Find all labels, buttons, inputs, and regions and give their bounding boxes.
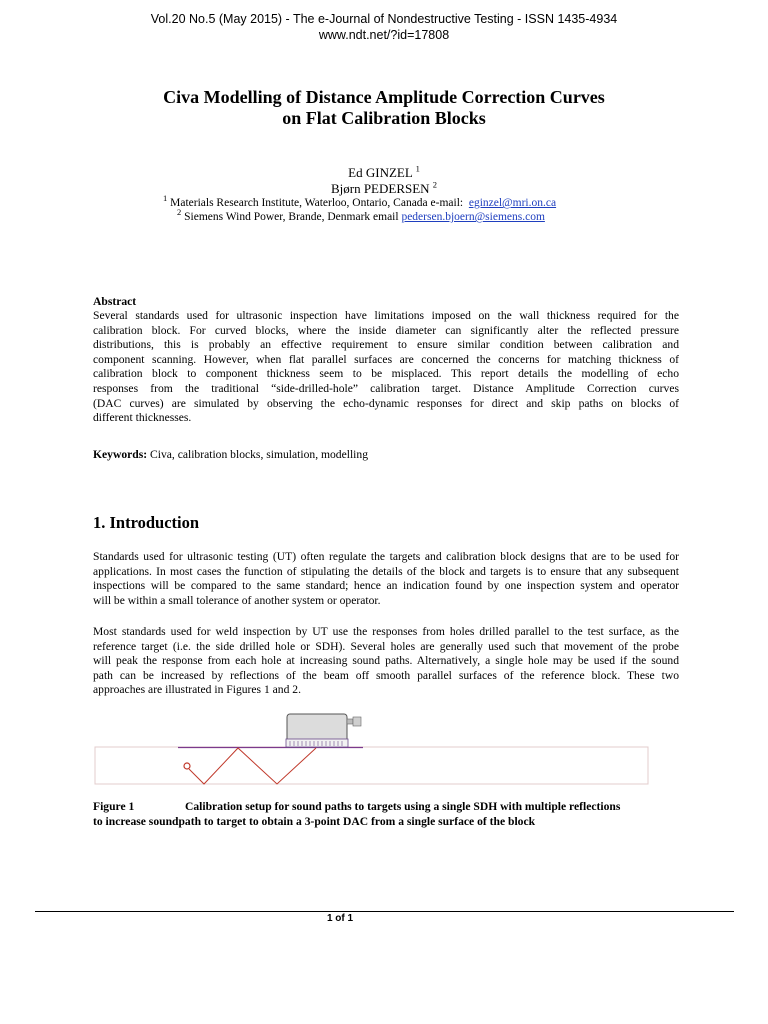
abstract-line: (DAC curves) are simulated by observing the echo-dynamic responses for direct and skip paths on blocks of xyxy=(93,396,679,410)
abstract-line: Several standards used for ultrasonic inspection have limitations imposed on the wall thickness required for the xyxy=(93,309,679,322)
journal-header-url[interactable]: www.ndt.net/?id=17808 xyxy=(318,28,450,42)
intro-p1-line: inspections will be compared to the same standard; hence an indication found by one inspection system and operator xyxy=(93,579,679,593)
intro-p1-line: will be within a small tolerance of another system or operator. xyxy=(93,593,381,607)
section-heading-introduction: 1. Introduction xyxy=(93,513,200,532)
keywords-label: Keywords: xyxy=(93,448,148,461)
author-2-sup: 2 xyxy=(432,179,438,190)
paper-title-line1: Civa Modelling of Distance Amplitude Correction Curves xyxy=(163,87,605,107)
affiliation-1 xyxy=(163,193,557,209)
intro-p2-line: will peak the response from each hole at increasing sound paths. Alternatively, a single hole may be used if the sound xyxy=(93,654,679,668)
journal-header-line1: Vol.20 No.5 (May 2015) - The e-Journal of Nondestructive Testing - ISSN 1435-4934 xyxy=(150,12,618,26)
affiliation-2-sup: 2 xyxy=(177,207,182,218)
abstract-line: different thicknesses. xyxy=(93,411,192,425)
abstract-heading: Abstract xyxy=(93,295,137,308)
page-number: 1 of 1 xyxy=(326,913,354,924)
side-drilled-hole xyxy=(184,763,190,769)
author-2 xyxy=(0,181,768,197)
keywords-text: Civa, calibration blocks, simulation, modelling xyxy=(147,448,369,461)
keywords xyxy=(93,448,368,461)
author-1-sup: 1 xyxy=(415,163,420,174)
probe-base xyxy=(286,739,348,747)
probe-connector-stub xyxy=(347,719,353,724)
abstract-line: calibration block. For curved blocks, where the inside diameter can significantly alter the reflected pressure xyxy=(93,323,679,337)
affiliation-2-text: Siemens Wind Power, Brande, Denmark email xyxy=(184,211,399,223)
author-1-name: Ed GINZEL xyxy=(348,165,413,180)
figure-1-caption-line2: to increase soundpath to target to obtain a 3-point DAC from a single surface of the block xyxy=(93,815,536,828)
figure-1-label: Figure 1 xyxy=(93,800,135,813)
calibration-block xyxy=(95,747,648,784)
intro-p2-line: Most standards used for weld inspection by UT use the responses from holes drilled parallel to the test surface, as the xyxy=(93,625,679,638)
affiliation-2-email-link[interactable]: pedersen.bjoern@siemens.com xyxy=(401,211,545,223)
probe-connector-icon xyxy=(353,717,361,726)
intro-p1-line: applications. In most cases the function of stipulating the details of the block and targets is to ensure that any subsequent xyxy=(93,564,679,578)
affiliation-2 xyxy=(177,207,545,223)
abstract-body xyxy=(93,309,679,426)
intro-p1-line: Standards used for ultrasonic testing (UT) often regulate the targets and calibration block designs that are to be used for xyxy=(93,550,679,563)
figure-1-illustration xyxy=(90,708,655,790)
intro-p2-line: approaches are illustrated in Figures 1 and 2. xyxy=(93,683,301,697)
intro-paragraph-2 xyxy=(93,625,679,698)
abstract-line: calibration block to component thickness seem to be misplaced. This report details the modelling of echo xyxy=(93,367,679,381)
intro-p2-line: path can be increased by reflections of the beam off smooth parallel surfaces of the reference block. These two xyxy=(93,668,679,682)
paper-title-line2: on Flat Calibration Blocks xyxy=(282,108,486,128)
abstract-line: responses from the traditional “side-drilled-hole” calibration target. Distance Amplitude Correction curves xyxy=(93,381,679,395)
figure-1-caption-line1 xyxy=(93,799,683,814)
affiliation-1-sup: 1 xyxy=(163,193,168,204)
author-2-name: Bjørn PEDERSEN xyxy=(330,181,430,196)
figure-1-caption xyxy=(93,799,683,829)
author-1 xyxy=(0,165,768,181)
intro-p2-line: reference target (i.e. the side drilled hole or SDH). Several holes are generally used such that movement of the probe xyxy=(93,639,679,653)
footer-rule xyxy=(35,911,734,912)
intro-paragraph-1 xyxy=(93,550,679,608)
affiliation-1-text: Materials Research Institute, Waterloo, Ontario, Canada e-mail: xyxy=(170,197,464,209)
affiliation-1-email-link[interactable]: eginzel@mri.on.ca xyxy=(468,197,557,209)
figure-1-caption-text: Calibration setup for sound paths to targets using a single SDH with multiple reflections xyxy=(185,800,621,813)
abstract-line: component scanning. However, when flat parallel surfaces are concerned the concerns for matching thickness of xyxy=(93,352,679,366)
abstract-line: distributions, this is probably an effective requirement to ensure similar condition between calibration and xyxy=(93,338,679,352)
